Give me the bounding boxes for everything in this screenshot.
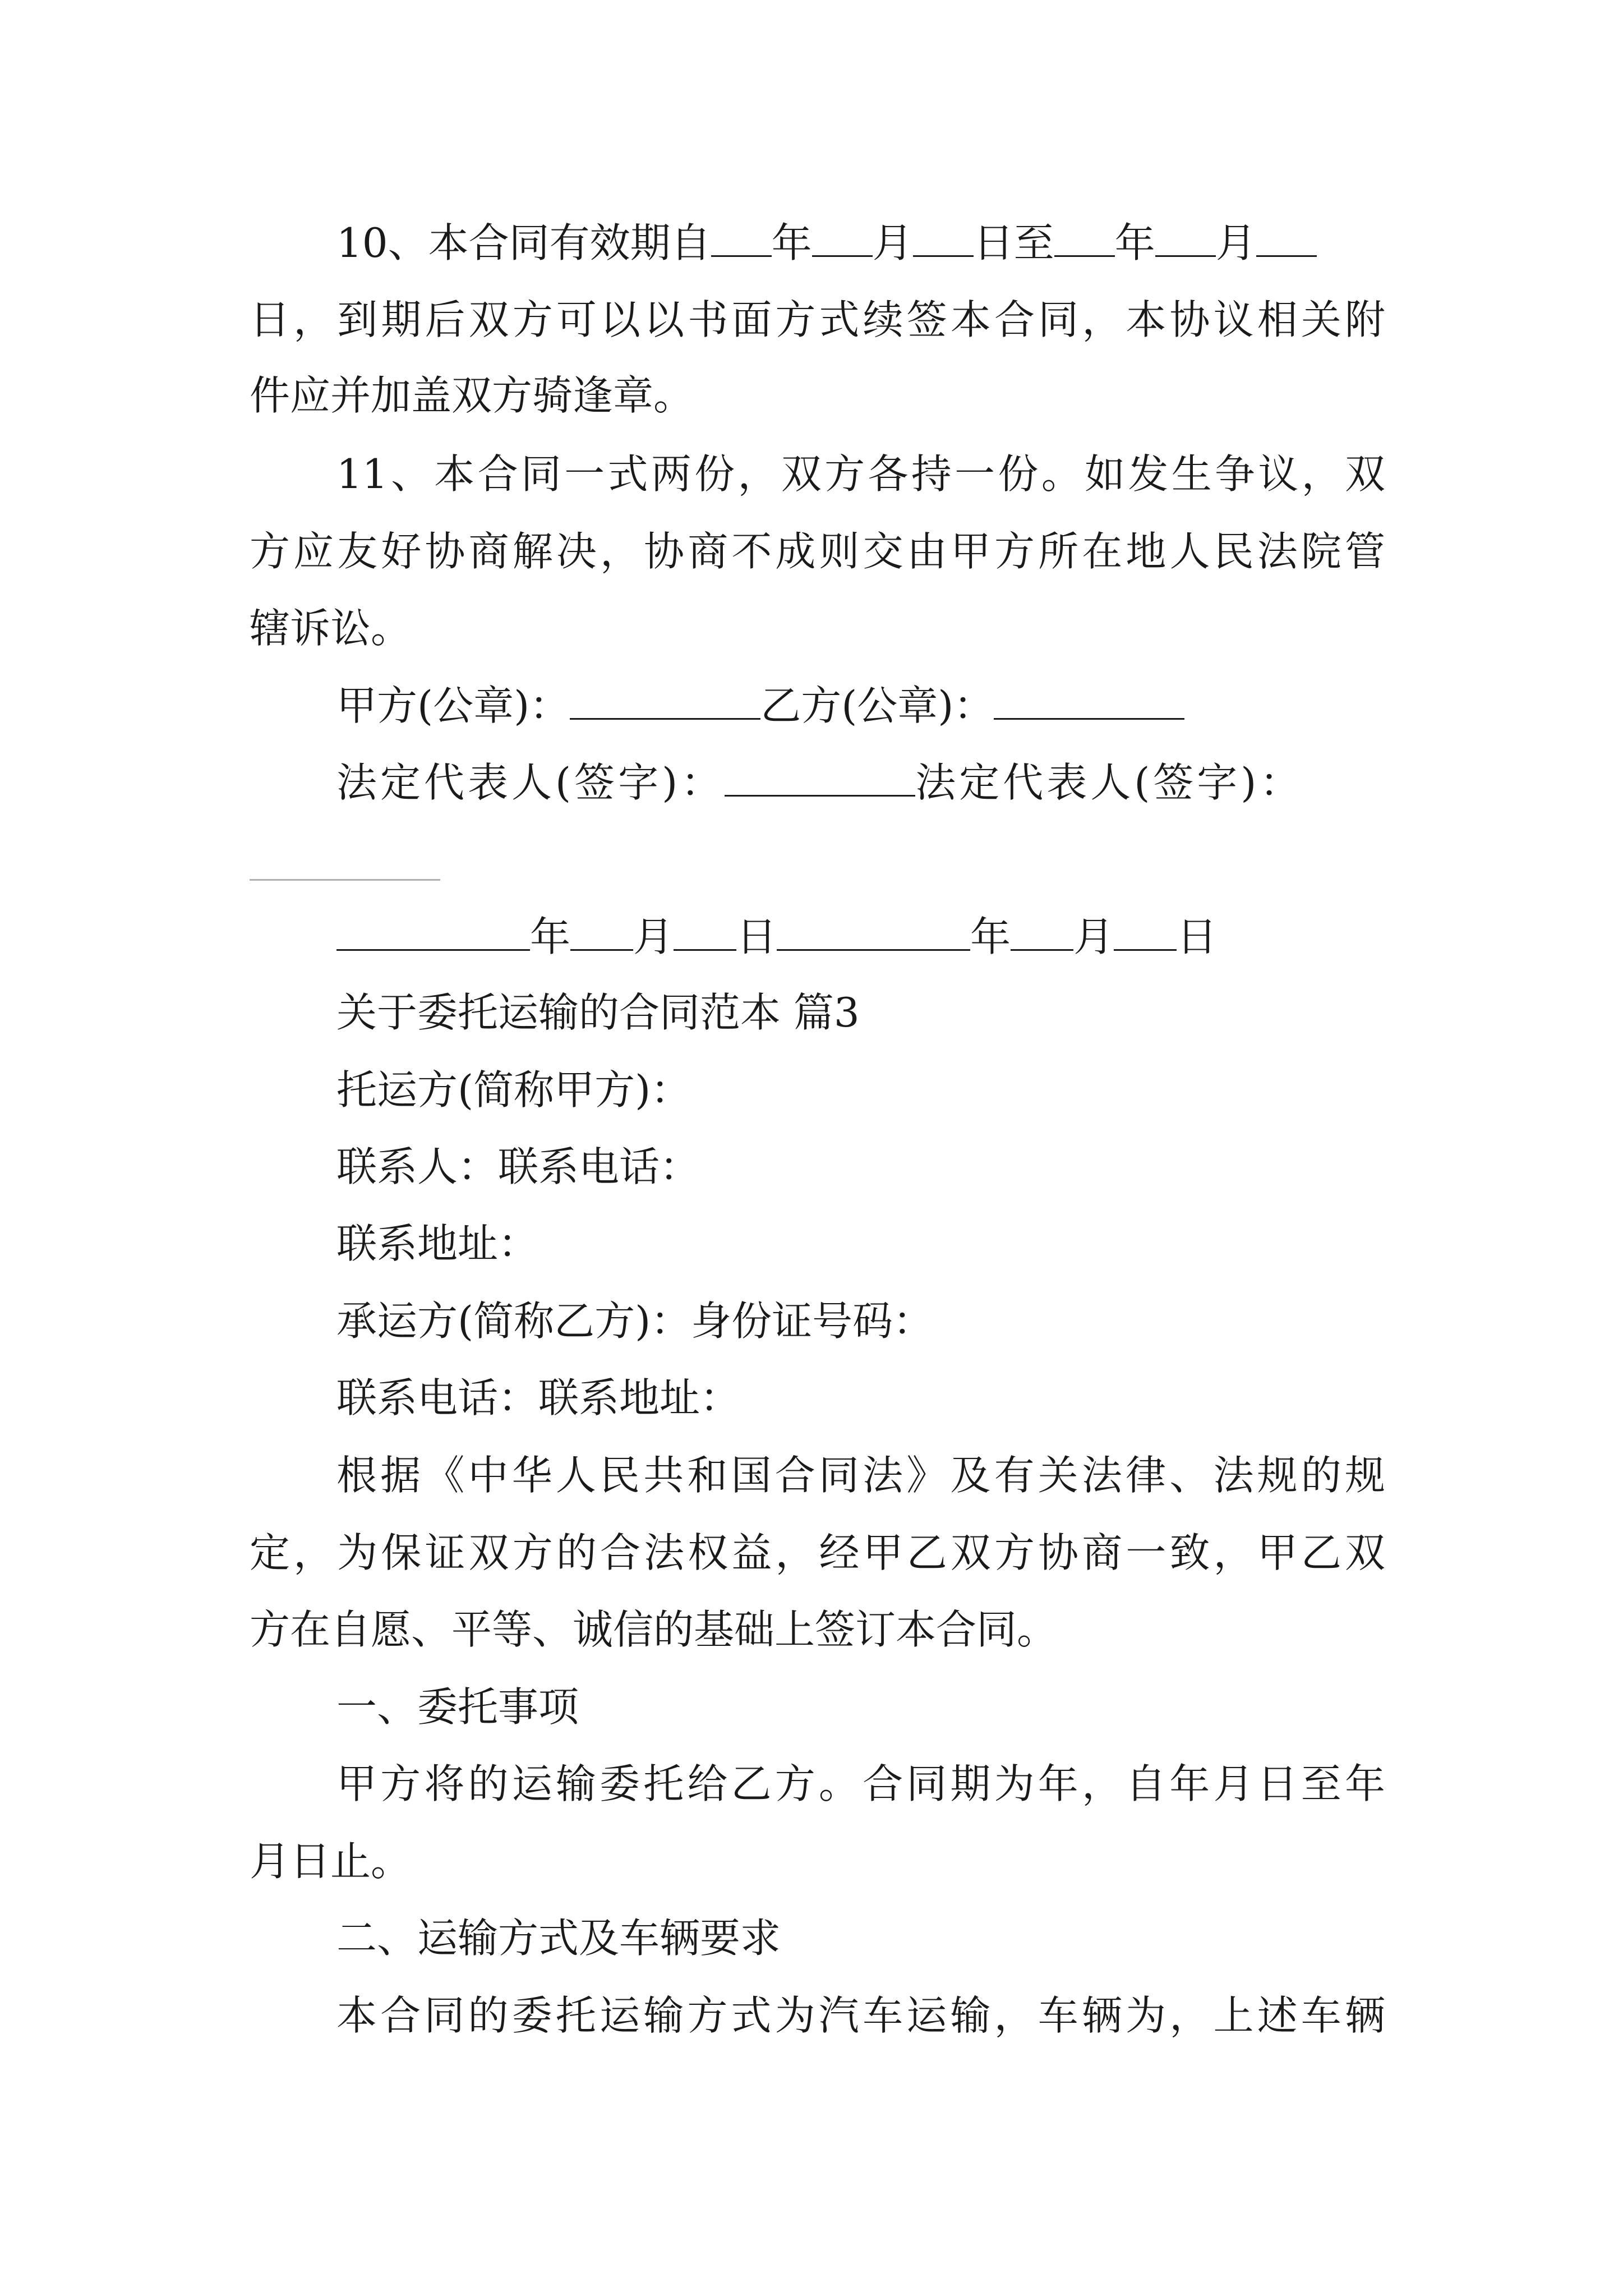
blank-field <box>711 222 772 257</box>
blank-field <box>812 222 873 257</box>
contact-line: 联系人：联系电话： <box>336 1143 700 1190</box>
label-month: 月 <box>1073 913 1114 960</box>
heading-entrusted-matters: 一、委托事项 <box>336 1683 579 1731</box>
party-b-seal-label: 乙方(公章)： <box>760 682 994 729</box>
clause10-line3: 件应并加盖双方骑逢章。 <box>250 372 694 419</box>
party-a-rep-field <box>725 761 915 797</box>
label-day: 日 <box>736 913 777 960</box>
item1-line2: 月日止。 <box>250 1838 412 1885</box>
blank-field <box>1256 222 1317 257</box>
label-year: 年 <box>771 219 812 266</box>
label-month: 月 <box>633 913 674 960</box>
clause11-line1: 11、本合同一式两份，双方各持一份。如发生争议，双 <box>336 450 1385 498</box>
label-year: 年 <box>970 913 1011 960</box>
blank-field <box>674 915 736 951</box>
item1-line1: 甲方将的运输委托给乙方。合同期为年，自年月日至年 <box>336 1760 1385 1807</box>
blank-field <box>1054 222 1115 257</box>
intro-line1: 根据《中华人民共和国合同法》及有关法律、法规的规 <box>336 1452 1385 1499</box>
party-a-seal-field <box>570 684 760 720</box>
party-a-rep-label: 法定代表人(签字)： <box>336 759 725 806</box>
party-b-rep-label: 法定代表人(签字)： <box>915 759 1304 806</box>
intro-line3: 方在自愿、平等、诚信的基础上签订本合同。 <box>250 1606 1058 1653</box>
address-line: 联系地址： <box>336 1220 539 1267</box>
label-year: 年 <box>530 913 571 960</box>
signature-rep-line <box>336 752 1303 813</box>
label-year: 年 <box>1114 219 1155 266</box>
blank-field <box>777 915 970 951</box>
blank-field <box>336 915 530 951</box>
clause10-line2: 日，到期后双方可以以书面方式续签本合同，本协议相关附 <box>250 296 1385 343</box>
clause10-line1 <box>336 212 1317 274</box>
party-a-seal-label: 甲方(公章)： <box>336 682 570 729</box>
label-month: 月 <box>1215 219 1256 266</box>
clause11-line3: 辖诉讼。 <box>250 605 412 652</box>
shipper-line: 托运方(简称甲方)： <box>336 1066 691 1114</box>
clause10-text: 10、本合同有效期自 <box>336 219 711 266</box>
item2-line1: 本合同的委托运输方式为汽车运输，车辆为，上述车辆 <box>336 1992 1385 2039</box>
intro-line2: 定，为保证双方的合法权益，经甲乙双方协商一致，甲乙双 <box>250 1529 1385 1576</box>
carrier-contact-line: 联系电话：联系地址： <box>336 1374 741 1421</box>
clause11-line2: 方应友好协商解决，协商不成则交由甲方所在地人民法院管 <box>250 528 1385 575</box>
blank-field <box>1011 915 1073 951</box>
label-month: 月 <box>872 219 913 266</box>
party-b-rep-field <box>250 879 440 881</box>
section-title: 关于委托运输的合同范本 篇3 <box>336 989 860 1036</box>
blank-field <box>1155 222 1216 257</box>
blank-field <box>913 222 974 257</box>
label-day: 日 <box>1177 913 1218 960</box>
heading-transport-method: 二、运输方式及车辆要求 <box>336 1915 781 1962</box>
signature-seal-line <box>336 675 1184 737</box>
blank-field <box>570 915 633 951</box>
blank-field <box>1114 915 1177 951</box>
signature-date-line <box>336 906 1217 968</box>
carrier-line: 承运方(简称乙方)：身份证号码： <box>336 1297 934 1345</box>
party-b-seal-field <box>994 684 1184 720</box>
label-day-to: 日至 <box>973 219 1054 266</box>
